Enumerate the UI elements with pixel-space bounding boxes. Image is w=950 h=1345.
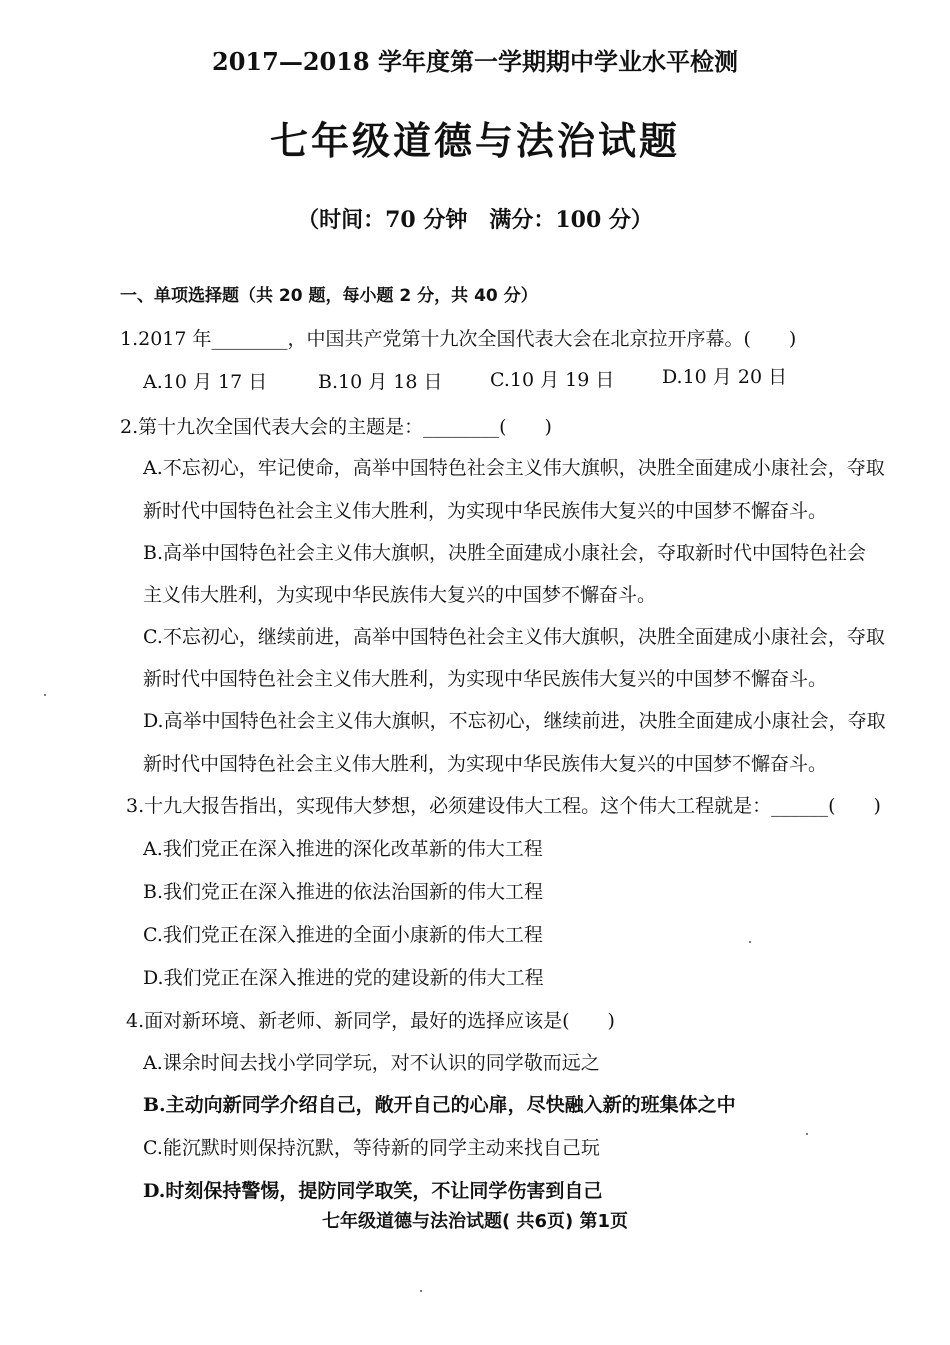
question-2-option-b-cont: 主义伟大胜利，为实现中华民族伟大复兴的中国梦不懈奋斗。 xyxy=(143,584,657,606)
scan-speck xyxy=(44,694,46,696)
question-1-stem: 1.2017 年________，中国共产党第十九次全国代表大会在北京拉开序幕。( ) xyxy=(120,328,797,350)
question-3-stem: 3.十九大报告指出，实现伟大梦想，必须建设伟大工程。这个伟大工程就是：______( ) xyxy=(126,795,881,817)
scan-speck xyxy=(806,1133,808,1135)
page-footer: 七年级道德与法治试题( 共6页) 第1页 xyxy=(321,1211,629,1232)
scan-speck xyxy=(749,941,751,943)
question-2-option-c-cont: 新时代中国特色社会主义伟大胜利，为实现中华民族伟大复兴的中国梦不懈奋斗。 xyxy=(143,668,828,690)
section-heading: 一、单项选择题（共 20 题，每小题 2 分，共 40 分） xyxy=(120,286,538,306)
question-2-option-a-cont: 新时代中国特色社会主义伟大胜利，为实现中华民族伟大复兴的中国梦不懈奋斗。 xyxy=(143,500,828,522)
exam-name: 2017—2018 学年度第一学期期中学业水平检测 xyxy=(212,47,738,76)
question-4-option-a: A.课余时间去找小学同学玩，对不认识的同学敬而远之 xyxy=(143,1052,600,1074)
question-2-option-d: D.高举中国特色社会主义伟大旗帜，不忘初心，继续前进，决胜全面建成小康社会，夺取 xyxy=(143,710,886,732)
question-1-option-a: A.10 月 17 日 xyxy=(143,371,268,393)
question-1-option-d: D.10 月 20 日 xyxy=(662,366,788,388)
question-3-option-d: D.我们党正在深入推进的党的建设新的伟大工程 xyxy=(143,967,544,989)
question-4-option-d: D.时刻保持警惕，提防同学取笑，不让同学伤害到自己 xyxy=(143,1180,603,1202)
question-2-option-d-cont: 新时代中国特色社会主义伟大胜利，为实现中华民族伟大复兴的中国梦不懈奋斗。 xyxy=(143,753,828,775)
question-3-option-b: B.我们党正在深入推进的依法治国新的伟大工程 xyxy=(143,881,544,903)
question-3-option-c: C.我们党正在深入推进的全面小康新的伟大工程 xyxy=(143,924,543,946)
subject-title: 七年级道德与法治试题 xyxy=(269,118,680,163)
question-3-option-a: A.我们党正在深入推进的深化改革新的伟大工程 xyxy=(143,838,543,860)
question-4-stem: 4.面对新环境、新老师、新同学，最好的选择应该是( ) xyxy=(126,1010,615,1032)
question-2-option-a: A.不忘初心，牢记使命，高举中国特色社会主义伟大旗帜，决胜全面建成小康社会，夺取 xyxy=(143,457,885,479)
question-4-option-c: C.能沉默时则保持沉默，等待新的同学主动来找自己玩 xyxy=(143,1137,600,1159)
question-2-option-b: B.高举中国特色社会主义伟大旗帜，决胜全面建成小康社会，夺取新时代中国特色社会 xyxy=(143,542,867,564)
question-1-option-b: B.10 月 18 日 xyxy=(318,371,443,393)
question-4-option-b: B.主动向新同学介绍自己，敞开自己的心扉，尽快融入新的班集体之中 xyxy=(143,1094,736,1116)
scan-speck xyxy=(420,1290,422,1292)
time-info: （时间：70 分钟 满分：100 分） xyxy=(297,207,653,233)
question-2-option-c: C.不忘初心，继续前进，高举中国特色社会主义伟大旗帜，决胜全面建成小康社会，夺取 xyxy=(143,626,885,648)
question-2-stem: 2.第十九次全国代表大会的主题是：________( ) xyxy=(120,416,552,438)
question-1-option-c: C.10 月 19 日 xyxy=(490,369,615,391)
